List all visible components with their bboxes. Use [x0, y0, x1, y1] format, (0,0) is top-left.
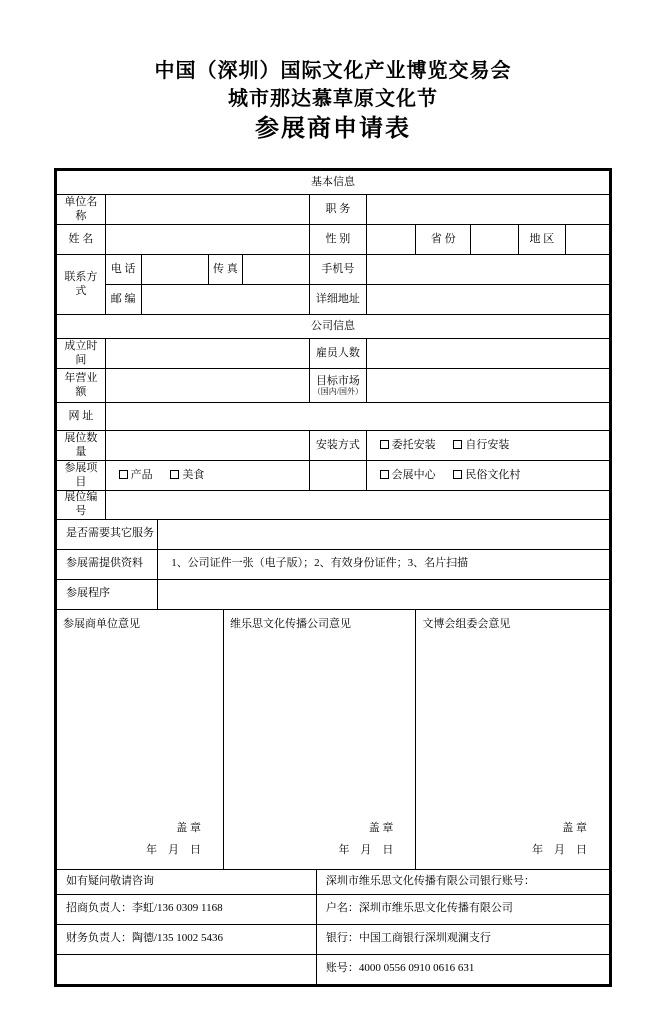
option-install-entrust [380, 439, 436, 451]
bank-account-number: 账号：4000 0556 0910 0616 631 [316, 954, 609, 984]
option-install-self [453, 439, 509, 451]
field-label-fax: 传 真 [209, 255, 243, 285]
bank-name: 银行：中国工商银行深圳观澜支行 [316, 924, 609, 954]
opinions-table [56, 609, 610, 870]
checkbox-icon[interactable] [119, 470, 128, 479]
input-cell-turnover[interactable] [105, 369, 310, 403]
option-label: 美食 [182, 468, 205, 481]
input-cell-position[interactable] [366, 195, 609, 225]
checkbox-icon[interactable] [170, 470, 179, 479]
option-label: 产品 [130, 468, 153, 481]
field-label-turnover: 年营业额 [57, 369, 106, 403]
inquiry-title: 如有疑问敬请咨询 [57, 869, 317, 894]
services-table [56, 519, 610, 610]
field-label-other-services: 是否需要其它服务 [57, 519, 158, 549]
field-label-booth-qty: 展位数量 [57, 431, 106, 461]
field-label-install-method: 安装方式 [310, 431, 366, 461]
recruit-contact: 招商负责人：李虹/136 0309 1168 [57, 894, 317, 924]
checkbox-icon[interactable] [380, 470, 389, 479]
field-label-postcode: 邮 编 [105, 285, 141, 315]
application-form-table [54, 168, 612, 987]
field-label-exhibit-items: 参展项目 [57, 461, 106, 491]
input-cell-fax[interactable] [242, 255, 309, 285]
date-label: 年 月 日 [146, 843, 201, 856]
input-cell-booth-qty[interactable] [105, 431, 310, 461]
bank-account-name: 户名：深圳市维乐思文化传播有限公司 [316, 894, 609, 924]
finance-contact: 财务负责人：陶德/135 1002 5436 [57, 924, 317, 954]
form-title-line2: 城市那达慕草原文化节 [228, 86, 438, 110]
opinion-label-company: 维乐思文化传播公司意见 [230, 617, 351, 630]
required-materials-value: 1、公司证件一张（电子版）；2、有效身份证件；3、名片扫描 [158, 549, 610, 579]
field-label-gender: 性 别 [310, 225, 366, 255]
input-cell-district[interactable] [566, 225, 610, 255]
input-cell-booth-no[interactable] [105, 491, 609, 520]
form-title-block [0, 56, 666, 144]
input-cell-address[interactable] [366, 285, 609, 315]
stamp-block [146, 817, 201, 861]
checkbox-icon[interactable] [380, 440, 389, 449]
install-method-options [366, 431, 609, 461]
stamp-block [532, 817, 587, 861]
input-cell-founded-date[interactable] [105, 339, 310, 369]
option-label: 会展中心 [391, 468, 436, 481]
target-market-label-main: 目标市场 [315, 374, 360, 387]
input-cell-province[interactable] [471, 225, 519, 255]
field-label-contact-method: 联系方式 [57, 255, 106, 315]
form-title-line3: 参展商申请表 [255, 114, 411, 142]
field-label-founded-date: 成立时间 [57, 339, 106, 369]
option-item-product [119, 469, 153, 481]
input-cell-postcode[interactable] [141, 285, 310, 315]
input-cell-phone[interactable] [141, 255, 208, 285]
stamp-block [338, 817, 393, 861]
target-market-label-sub: （国内/国外） [312, 386, 364, 396]
form-title-line1: 中国（深圳）国际文化产业博览交易会 [154, 58, 512, 82]
opinion-box-company[interactable] [224, 609, 416, 869]
empty-cell [57, 954, 317, 984]
section-header-basic-info: 基本信息 [57, 171, 610, 195]
exhibit-item-options [105, 461, 310, 491]
field-label-address: 详细地址 [310, 285, 366, 315]
field-label-required-materials: 参展需提供资料 [57, 549, 158, 579]
option-venue-folk-village [453, 469, 520, 481]
field-label-position: 职 务 [310, 195, 366, 225]
checkbox-icon[interactable] [453, 440, 462, 449]
option-label: 委托安装 [391, 438, 436, 451]
input-cell-procedure[interactable] [158, 579, 610, 609]
input-cell-website[interactable] [105, 403, 609, 431]
opinion-box-committee[interactable] [416, 609, 610, 869]
option-label: 自行安装 [465, 438, 510, 451]
basic-company-table [56, 170, 610, 520]
opinion-label-exhibitor: 参展商单位意见 [63, 617, 140, 630]
footer-table [56, 869, 610, 985]
input-cell-other-services[interactable] [158, 519, 610, 549]
field-label-unit-name: 单位名称 [57, 195, 106, 225]
venue-options [366, 461, 609, 491]
field-label-employees: 雇员人数 [310, 339, 366, 369]
bank-account-title: 深圳市维乐思文化传播有限公司银行账号： [316, 869, 609, 894]
field-label-district: 地 区 [518, 225, 566, 255]
stamp-label: 盖 章 [176, 821, 201, 834]
opinion-box-exhibitor[interactable] [57, 609, 224, 869]
input-cell-unit-name[interactable] [105, 195, 310, 225]
input-cell-employees[interactable] [366, 339, 609, 369]
input-cell-gender[interactable] [366, 225, 416, 255]
field-label-province: 省 份 [416, 225, 471, 255]
date-label: 年 月 日 [338, 843, 394, 856]
option-venue-convention-center [380, 469, 436, 481]
option-item-food [170, 469, 204, 481]
date-label: 年 月 日 [532, 843, 587, 856]
opinion-label-committee: 文博会组委会意见 [422, 617, 511, 630]
field-label-target-market [310, 369, 366, 403]
input-cell-name[interactable] [105, 225, 310, 255]
empty-cell [310, 461, 366, 491]
input-cell-target-market[interactable] [366, 369, 609, 403]
field-label-website: 网 址 [57, 403, 106, 431]
stamp-label: 盖 章 [368, 821, 394, 834]
stamp-label: 盖 章 [562, 821, 587, 834]
field-label-mobile: 手机号 [310, 255, 366, 285]
option-label: 民俗文化村 [465, 468, 521, 481]
field-label-phone: 电 话 [105, 255, 141, 285]
field-label-name: 姓 名 [57, 225, 106, 255]
checkbox-icon[interactable] [453, 470, 462, 479]
field-label-procedure: 参展程序 [57, 579, 158, 609]
input-cell-mobile[interactable] [366, 255, 609, 285]
field-label-booth-no: 展位编号 [57, 491, 106, 520]
section-header-company-info: 公司信息 [57, 315, 610, 339]
